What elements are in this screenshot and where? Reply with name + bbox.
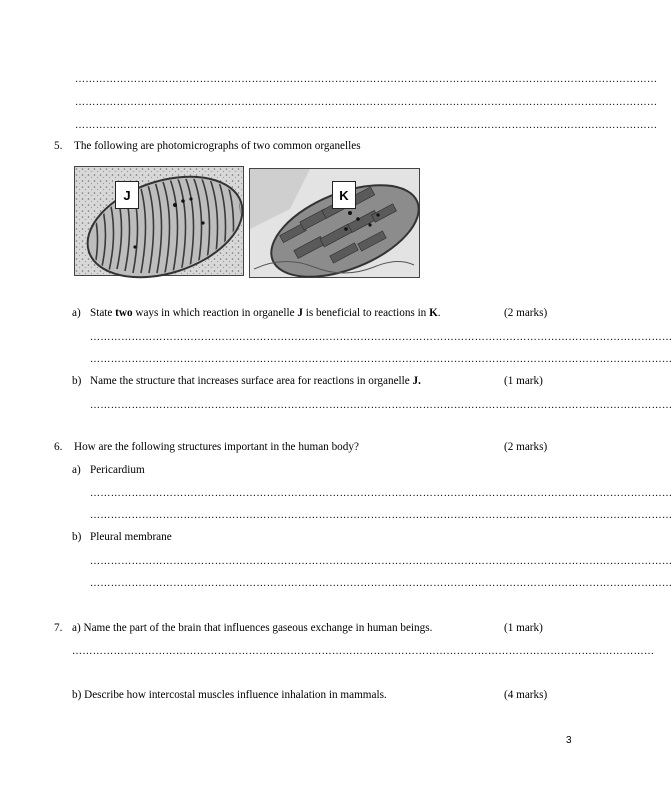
question-number: 6. — [54, 441, 63, 453]
answer-line[interactable]: …………………………………………………………………………………………………………………………………………………… — [90, 488, 672, 499]
label-k: K — [332, 181, 356, 209]
answer-line[interactable]: …………………………………………………………………………………………………………………………………………………… — [75, 74, 658, 85]
answer-line[interactable]: …………………………………………………………………………………………………………………………………………………… — [75, 97, 658, 108]
answer-line[interactable]: …………………………………………………………………………………………………………………………………………………… — [90, 400, 672, 411]
q5b-text: Name the structure that increases surface area for reactions in organelle J. — [90, 375, 421, 387]
subquestion-letter: b) — [72, 531, 82, 543]
q7b-text: b) Describe how intercostal muscles influence inhalation in mammals. — [72, 689, 387, 701]
marks-label: (4 marks) — [504, 689, 548, 701]
page-number: 3 — [566, 735, 572, 746]
answer-line[interactable]: …………………………………………………………………………………………………………………………………………………… — [90, 510, 672, 521]
subquestion-letter: a) — [72, 307, 81, 319]
marks-label: (1 mark) — [504, 622, 543, 634]
q5a-text: State two ways in which reaction in organelle J is beneficial to reactions in K. — [90, 307, 441, 319]
question-number: 5. — [54, 140, 63, 152]
answer-line[interactable]: …………………………………………………………………………………………………………………………………………………… — [75, 120, 658, 131]
answer-line[interactable]: …………………………………………………………………………………………………………………………………………………… — [90, 332, 672, 343]
q6a-text: Pericardium — [90, 464, 145, 476]
subquestion-letter: b) — [72, 375, 82, 387]
label-j: J — [115, 181, 139, 209]
marks-label: (1 mark) — [504, 375, 543, 387]
answer-line[interactable]: …………………………………………………………………………………………………………………………………………………… — [72, 646, 655, 657]
q7a-text: a) Name the part of the brain that influences gaseous exchange in human beings. — [72, 622, 433, 634]
photomicrograph-j — [74, 166, 244, 276]
mitochondrion-image — [75, 167, 243, 275]
photomicrograph-k — [249, 168, 420, 278]
question-text: How are the following structures important in the human body? — [74, 441, 359, 453]
subquestion-letter: a) — [72, 464, 81, 476]
question-text: The following are photomicrographs of two common organelles — [74, 140, 361, 152]
q6b-text: Pleural membrane — [90, 531, 172, 543]
marks-label: (2 marks) — [504, 441, 548, 453]
answer-line[interactable]: …………………………………………………………………………………………………………………………………………………… — [90, 354, 672, 365]
answer-line[interactable]: …………………………………………………………………………………………………………………………………………………… — [90, 556, 672, 567]
marks-label: (2 marks) — [504, 307, 548, 319]
answer-line[interactable]: …………………………………………………………………………………………………………………………………………………… — [90, 578, 672, 589]
question-number: 7. — [54, 622, 63, 634]
